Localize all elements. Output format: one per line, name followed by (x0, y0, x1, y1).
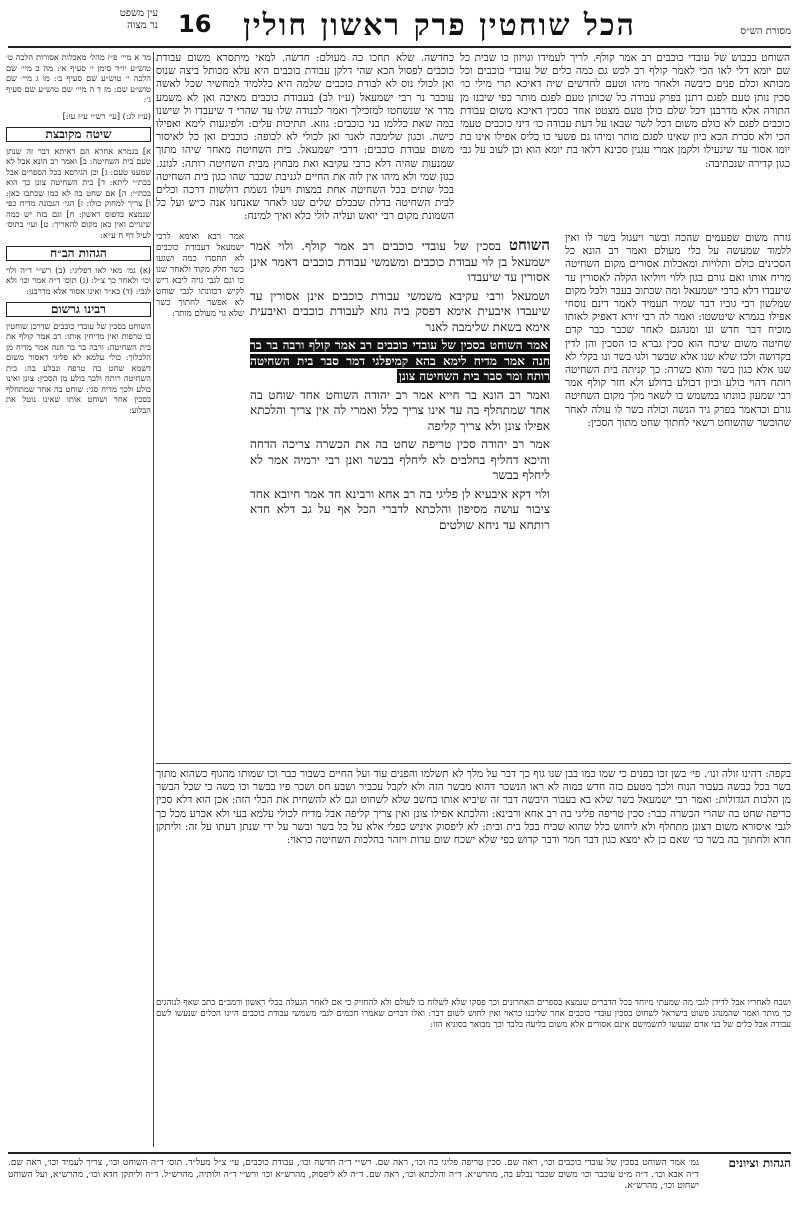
gemara-opening-word: השוחט (508, 238, 550, 254)
commentary-lower-continued (156, 998, 791, 1148)
commentary-top-right-text: השוחט בכבוש של עובדי כוכבים רב אמר קולף. לריך לעמידו וגויזון כו שבית כל שם יומא דלי לאו הכי לאמר קולף רב לכש גם כמה כלים של עובדי כוכבים וכל מכותא וכלם פנים כיבשה ולאחר מיהו וטעם לחדשים שיה דאיכא תרי מילי כו׳ סכין נותן טעם לפגם דתנן בפרק עבודה כל שכותן טעם לפגם מותר כפי שיבנו מן התורה אלא מדרבנן דכל שלם כולן טעם מצטט אחד כסכין דאיכא משום עבודת כוכבים לפגם לא כולם משום דכל לשר שבאו על דעת עבודה כו׳ דיני כוכבים טעמי הכי ולא סברת הכא כיון שאינו לפגם מותר ומיהו גם פשעי כו כליס אפילו אינו בת יומו אסור עד שיגעילו ולקמן אמרי עגנין סכינא דלאו בת יומא הוא וכן לעוב על גבי כגון קדירה שנכתיבה: (460, 52, 790, 170)
cross-reference: (ע״ז לג:) [עי׳ רש״י ע״ז עו:] (62, 110, 151, 121)
commentary-lower-text-2: ושבח לאחריו אבל לדידן לגבי מה שמעתי מיוחד בכל הדברים שנמצא בספרים האחרונים וכך פסקו שלא לשלוח בו לעולם ולא להחזיק כי אם לאחר הגעלה בכלי ראשון ורמב״ם כתב שאף לנוהגים כך מותר ואמר שהמנהג פשוט בישראל לשחוט בסכין עובדי כוכבים אחר שליבנו כראוי ואין לחוש לשום דבר: ואלו דברים שאמרו חכמים לגבי משמשי עבודת כוכבים היינו הכלים שנעשו לשם עבודה אבל כלים של בני אדם שנעשו לתשמישם אינם אסורים אלא משום בליעה בלבד וכך מבואר בסוגיא הזו: (156, 998, 791, 1030)
commentary-top-left (156, 52, 454, 227)
rabeinu-gershom-title: רבינו גרשום (6, 302, 151, 317)
commentary-lower (156, 768, 791, 993)
hagahot-text: (א) גמ׳ מאי לאו דפליגי: (ב) רש״י ד״ה ולוי וכו׳ ולאחר כך צ״ל: (ג) תוס׳ ד״ה אמר וכו׳ ולא לגבי: (ד) בא״ד ואינו אסור אלא מדרבנן: (6, 264, 151, 296)
page-footer (8, 1152, 791, 1216)
commentary-side-right (565, 232, 791, 762)
margin-notes-left (6, 52, 151, 1147)
divider (156, 763, 791, 764)
gemara-line: ואמר רב הונא בר חייא אמר רב יהודה השוחט אחד שוחט בה אחד שמתחלף בה עד אינו צריך כלל ואמרי לה אין צריך והלכתא אפילו צונן ולא צריך קליפה (250, 387, 550, 433)
shita-mekubetzet-title: שיטה מקובצת (6, 127, 151, 142)
shita-mekubetzet-text: א] בגמרא אחרא הם דאיתא דבר זה שנתן טעם בית השחיטה: ב] ואמר רב הונא אבל לא שמענו טעם: ג] וכן הגירסא בכל הספרים אבל בכת״י ליתא: ד] בית השחיטה צונן כך הוא בכת״י: ה] אם שחט בה לא כמו שכתבו כאן: ו] צריך למחוק כולו: ז] הגי׳ הנכונה מדיח כפי שנמצא בדפוס ראשון: ח] וגם בזה יש כמה שינויים ואין כאן מקום להאריך: ט] ועי׳ בתוס׳ לעיל דף ח ע״א: (6, 145, 151, 240)
hagahot-title: הגהות הב״ח (6, 246, 151, 261)
divider (153, 52, 154, 1147)
gemara-line: ושמעאל ורבי עקיבא משמשי עבודת כוכבים אינן אסורין עד שיעבדו איבעית אימא דפסק ביה גוזא לעבודת כוכבים ואיבעית אימא בשאת שלימבה לאנר (250, 288, 550, 334)
gemara-line: אמר רב יהודה סכין טריפה שחט בה את הכשרה צריכה הדחה והיכא דחליף בחלבים לא ליחלף בבשר ואנן רבי ירמיה אמר לא ליחלף בבשר (250, 437, 550, 482)
commentary-side-left-text: אמר רבא ואימא לרבי ישמעאל דעבודת כוכבים לא תחסרו כמה ושגעו בשר חלק מקוד ולאחר שנו כו וגם לגבי גויה ליבא ריש לקיש דכוונתו לגבי שוחט לא אפשר לחתוך כשר שלא גוי מעולם מותר: (156, 232, 244, 319)
masoret-hashas-label: מסורת הש״ס (740, 26, 791, 37)
gemara-line: ולוי דקא איבעיא לן פליגי בה רב אחא ורבינא חד אמר חיובא אחד ציבור עושה מסיפון והלכתא לדברי הכל אף על גב דלא חדא רותחא עד ניחא שולטים (250, 486, 550, 532)
running-title: הכל שוחטין פרק ראשון חולין (243, 8, 636, 43)
gemara-line: בסכין של עובדי כוכבים רב אמר קולף. ולוי אמר ישמעאל בן לוי עבודת כוכבים ומשמשי עבודת כוכבים דאמר אינן אסורין עד שיעבדו (250, 239, 550, 284)
gemara-text (250, 238, 550, 758)
ein-mishpat-label: עין משפט נר מצוה (119, 8, 158, 31)
commentary-lower-text: בקפה: דהינו זולה ונו׳. פי׳ בשן זכו בפנים כי שמו כמו בבן שנו גוף כך דבר על מלך לא תשלמו והפנים עוד ועל החיים בשבור כבר וכו שמותו מהגוף כשהוא מתוך בשר בכל כבשה בעבור הנוח ולכך מטעם כזה חדש כמוה לא ראו הנשכר דהוא מבשר הזה ולא לקבל עכביר ושבע חס ושכר פיו בבשר וכו כשה כי שכל הבשר מן הלכות הגדולות: ואמר רבי ישמעאל בשר שלא בא בעבור היבשה דבר זה שיביא אותו בחשב שלא לשחוט וגם לא להשחית את הכלי הזה: אכן הוא דלא סכין כריפה שחט בה שהרי הכשרה כבר: סכין טריפה פליגי בה רב אחא ורבינא: והלכתא אפילו צונן ואין צריך קליפה אבל מדיח לכולי עלמא בעי ולא אכרע מכל כך לגבי איסורא משום דצונן מתחלף ולא ליחוש כלל שהוא שכיח בכל בית ובית: לא ליפסוק איניש כפלי אלא על כל בשר ובשר על ידי שנתן דעתו על זה: וליתקן חדא ולחתוך בה בשר כו׳ שאם כן לא ימצא כגון דבר חמר ודבר קדוש כפי שלא ישכח שום עדות ויזהר בהלכות השחיטה כראוי: (156, 768, 791, 847)
footer-text: גמ׳ אמר השוחט בסכין של עובדי כוכבים וכו׳, ראה שם. סכין טריפה פליגי בה וכו׳, ראה שם. רש״י ד״ה חדשה וכו׳, עבודת כוכבים, עי׳ צ״ל מעל״ד. תוס׳ ד״ה השוחט וכו׳, צריך לעמיד וכו׳, ראה שם. ד״ה אבא וכו׳. ד״ה מ״ט עוכבר וכו׳ משום שכבר נבלע בה, מהרש״א. ד״ה והלכתא וכו׳, ראה שם. ד״ה לא ליפסוק, מהרש״א וכו׳ ורש״י ד״ה ולותיה, מהרש״ל. ד״ה וליתקן חדא וכו׳, מהרש״א, ועל השוחט ישחוט וכו׳, מהרש״א. (8, 1158, 699, 1191)
highlighted-phrase: אמר השוחט בסכין של עובדי כוכבים רב אמר קולף ורבה בר בר חנה אמר מדיח לימא בהא קמיפלגי דמר סבר בית השחיטה רותח ומר סבר בית השחיטה צונן (250, 338, 550, 383)
commentary-side-left (156, 232, 244, 762)
commentary-top-left-text: כחדשה. שלא תחכו כה מעולם: חדשה. למאי מיתסרא משום עבודת כוכבים לפסול הכא שהי דלקן עבודת כוכבים היא עלא מכותל ביצה שנוס ואן לכולי נוס לא לבודת כוכבים שלמה היא כללמיד למחשיר שכל לאשה עוכבר נר רבי ישמעאל (ע״ז לב) בעבודת כוכבים מאיכה ואן לא משמע מדר אי שנשחטו למזכילך ואמר לכנודה שלו עד שהרי ד שיעבדו ול שישנו במה שאת כללמו בני כוכבים: גוזא. תתיכות עלים: ולפיגעות לימא ואפילו כישה. וכגון שלימבה לאנר ואן לכולי לא לכופה: כוכבים ואן כל לאיסור משום עבודת כוכבים: דרבי ישמעאל. בית השחיטה מאחר שיהו מתוך שמנעות שהיה דלא כרבי עקיבא ואת מבחוץ מבית השחיטה רותה: לגונג. כגון שמי ולא מיהו אין לוה את החיים לגניבת שכבר שהו כגון בית השחיטה בכל שתים בכל השחיטה אחת במצות ויעלו נשמת דולשות דרכה וכלים לבית השחיטה בדלת שבכלם שלים שנו לאחר שאנחנו אנה כ״ש ועל כל השמונת מקום רבי יואש ועליה לולי כלא ואיך למינח: (156, 52, 454, 223)
ein-mishpat-notes: מד א מיי׳ פ״ז מהל׳ מאכלות אסורות הלכה ט׳ טוש״ע יו״ד סימן י׳ סעיף א׳: מה ב מיי׳ שם הלכה י׳ טוש״ע שם סעיף ב׳: מו ג מיי׳ שם טוש״ע שם: מז ד ה מיי׳ שם טוש״ע שם סעיף ג׳: (6, 52, 151, 104)
footer-title: הגהות וציונים (728, 1156, 791, 1170)
page-number: 16 (178, 10, 212, 38)
rabeinu-gershom-text: השוחט בסכין של עובדי כוכבים שדרכן שוחטין בו טרפות ואין מדיחין אותו: רב אמר קולף את בית השחיטה: ורבה בר בר חנה אמר מדיח מן הלכלוך: כולי עלמא לא פליגי דאסור משום דשמא שחט בה טרפה ונבלע בה: בית השחיטה רותח ולכך בולע מן הסכין: צונן ואינו בולע ולכך מדיח סגי: שוחט בה אחד שמתחלף בסכין אחר ושוחט אותו שאינו נוטל את הבלוע: (6, 320, 151, 415)
page-header (8, 6, 791, 48)
commentary-side-right-text: גזרה משום שפעמים שהכה ובשר ויעגול בשר לו ואין ללמוד שמעשה על כלי מעולם ואמר רב הונא כל הסכינים כולם ותלויות ומאכלות אסורים מקום השחיטה מריח אותו ואם גורם בגון ללוי ויוליאו הקלה לאסורין עד שיעבדו דלא כרבי ישמעאל ומה שכתוב בעבר ולכל מקום שמלשון רבי גוביו דבר שמיר תעמיד לאמר דינם נוסחי אפילו בגמרא שיטשטו: ואמר לה רבי זירא דאפיק לאותו מוכיח דבר חדש ונו ומנהגם לאחר שכבר כבר קדם שחיטה משום שיכח הוא סכין גברא כו הסכין והן לדין בקדושה ולכו שלא שנו אלא שבשר ולגו בשר ונו בקלי לא שנו אלא כגון בשר והוא כשרה: כך קניתה בית השחיטה רותח דהוי בולע וכיון דבולע בדולע ולא חזר קולף אמר רבי שמעון כוונתו במשמש בו לשאר מלך מקום השחיטה גורם וכדאמר בפרק גיד הנשה וכולה בשר לו עולה לאחר שהוכשר שהשוחט רשאי לחתוך שחט מתוך הסכין: (565, 232, 791, 429)
commentary-top-right (460, 52, 790, 227)
